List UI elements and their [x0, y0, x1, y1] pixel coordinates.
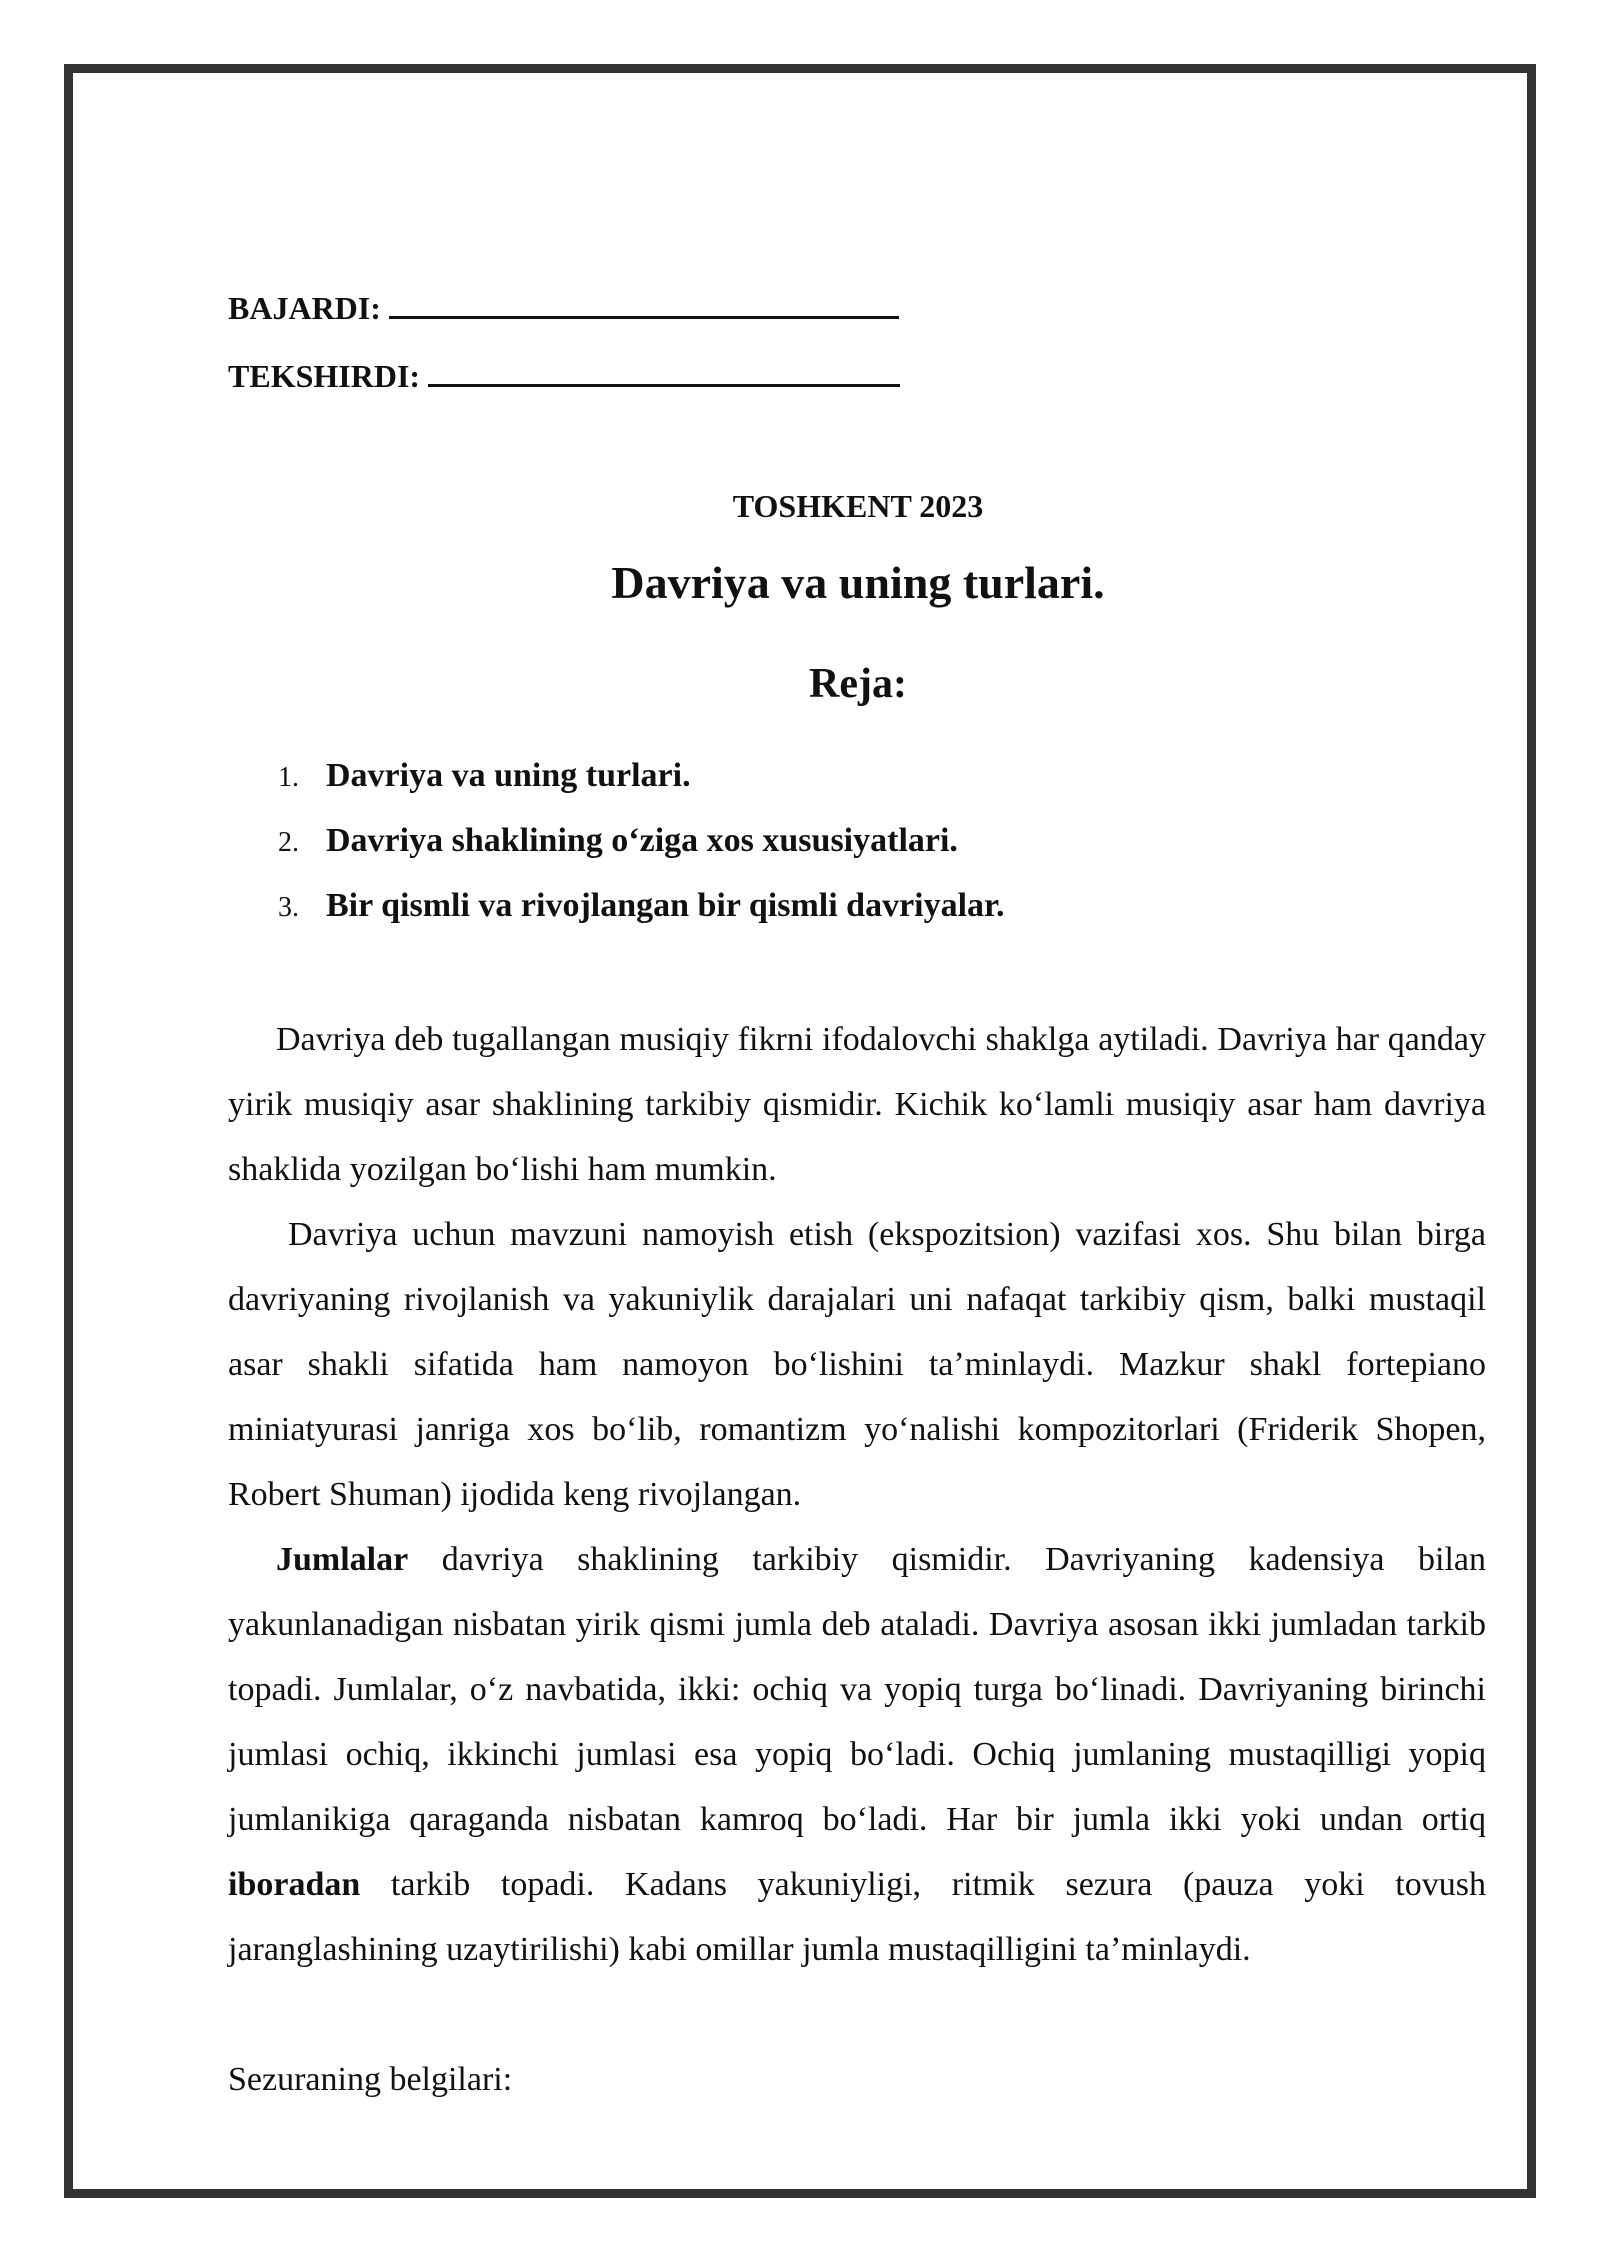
plan-item — [278, 822, 958, 860]
document-title: Davriya va uning turlari. — [611, 557, 1105, 608]
term-jumlalar: Jumlalar — [276, 1541, 409, 1578]
plan-heading: Reja: — [809, 661, 907, 707]
tekshirdi-blank — [428, 356, 900, 387]
plan-item-text: Davriya shaklining oʻziga xos xususiyatlari. — [326, 822, 958, 859]
plan-item-number: 3. — [278, 892, 299, 923]
bajardi-line — [228, 288, 899, 328]
paragraph-3-text-b: tarkib topadi. Kadans yakuniyligi, ritmik sezura (pauza yoki tovush jaranglashining uzaytirilishi) kabi omillar jumla mustaqilligini taʼminlaydi. — [228, 1866, 1486, 1968]
tekshirdi-line — [228, 356, 900, 396]
city-year: TOSHKENT 2023 — [732, 488, 984, 524]
plan-item — [278, 757, 691, 795]
body-paragraph-3 — [228, 1527, 1486, 1982]
body-paragraph-2: Davriya uchun mavzuni namoyish etish (ekspozitsion) vazifasi xos. Shu bilan birga davriyaning rivojlanish va yakuniylik darajalari uni nafaqat tarkibiy qism, balki mustaqil asar shakli sifatida ham namoyon boʻlishini taʼminlaydi. Mazkur shakl fortepiano miniatyurasi janriga xos boʻlib, romantizm yoʻnalishi kompozitorlari (Friderik Shopen, Robert Shuman) ijodida keng rivojlangan. — [228, 1216, 1486, 1513]
body-paragraph-1: Davriya deb tugallangan musiqiy fikrni ifodalovchi shaklga aytiladi. Davriya har qanday yirik musiqiy asar shaklining tarkibiy qismidir. Kichik koʻlamli musiqiy asar ham davriya shaklida yozilgan boʻlishi ham mumkin. — [228, 1021, 1486, 1188]
plan-item-number: 2. — [278, 827, 299, 858]
plan-item-text: Bir qismli va rivojlangan bir qismli davriyalar. — [326, 887, 1005, 924]
plan-item-text: Davriya va uning turlari. — [326, 757, 691, 794]
plan-item-number: 1. — [278, 762, 299, 793]
bajardi-label: BAJARDI: — [228, 290, 381, 326]
plan-item — [278, 887, 1005, 925]
bajardi-blank — [389, 288, 899, 319]
term-iboradan: iboradan — [228, 1866, 361, 1903]
body-paragraph-4: Sezuraning belgilari: — [228, 2061, 513, 2098]
tekshirdi-label: TEKSHIRDI: — [228, 358, 421, 394]
paragraph-3-text-a: davriya shaklining tarkibiy qismidir. Davriyaning kadensiya bilan yakunlanadigan nisbatan yirik qismi jumla deb ataladi. Davriya asosan ikki jumladan tarkib topadi. Jumlalar, oʻz navbatida, ikki: ochiq va yopiq turga boʻlinadi. Davriyaning birinchi jumlasi ochiq, ikkinchi jumlasi esa yopiq boʻladi. Ochiq jumlaning mustaqilligi yopiq jumlanikiga qaraganda nisbatan kamroq boʻladi. Har bir jumla ikki yoki undan ortiq — [228, 1541, 1486, 1838]
